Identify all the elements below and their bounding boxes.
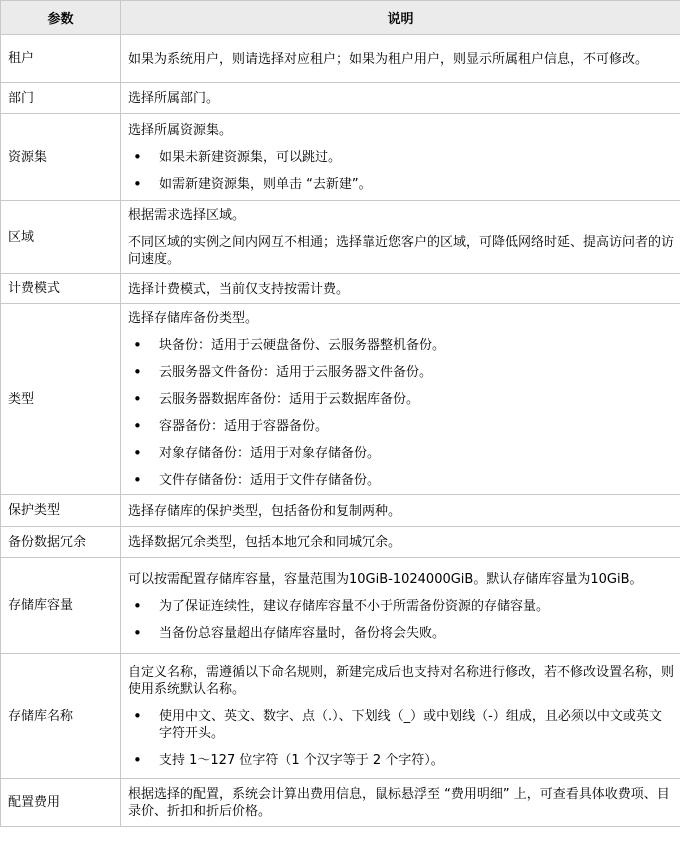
bullet-list bbox=[128, 337, 674, 489]
param-cell: 区域 bbox=[1, 201, 121, 274]
desc-paragraph: 选择所属部门。 bbox=[128, 91, 220, 106]
param-cell: 租户 bbox=[1, 35, 121, 83]
bullet-item: • 云服务器文件备份：适用于云服务器文件备份。 bbox=[128, 364, 674, 381]
bullet-list bbox=[128, 598, 674, 642]
desc-paragraph: 根据选择的配置，系统会计算出费用信息，鼠标悬浮至 “费用明细” 上，可查看具体收费项、目录价、折扣和折后价格。 bbox=[128, 787, 670, 819]
param-cell: 计费模式 bbox=[1, 274, 121, 304]
param-cell: 存储库容量 bbox=[1, 558, 121, 654]
table-body bbox=[1, 35, 680, 827]
desc-paragraph: 不同区域的实例之间内网互不相通；选择靠近您客户的区域，可降低网络时延、提高访问者的访问速度。 bbox=[128, 235, 675, 267]
desc-cell bbox=[121, 304, 680, 495]
header-row bbox=[1, 1, 680, 35]
bullet-item: • 块备份：适用于云硬盘备份、云服务器整机备份。 bbox=[128, 337, 674, 354]
desc-cell bbox=[121, 527, 680, 558]
table-row bbox=[1, 201, 680, 274]
table-row bbox=[1, 304, 680, 495]
desc-paragraph: 可以按需配置存储库容量，容量范围为10GiB-1024000GiB。默认存储库容量为10GiB。 bbox=[128, 571, 643, 587]
desc-cell bbox=[121, 274, 680, 304]
table-row bbox=[1, 527, 680, 558]
param-cell: 存储库名称 bbox=[1, 654, 121, 779]
desc-paragraph: 如果为系统用户，则请选择对应租户；如果为租户用户，则显示所属租户信息，不可修改。 bbox=[128, 51, 649, 67]
desc-paragraph: 根据需求选择区域。 bbox=[128, 208, 246, 223]
bullet-item: • 容器备份：适用于容器备份。 bbox=[128, 418, 674, 435]
desc-cell bbox=[121, 558, 680, 654]
bullet-item: • 当备份总容量超出存储库容量时，备份将会失败。 bbox=[128, 625, 674, 642]
table-row bbox=[1, 35, 680, 83]
desc-cell bbox=[121, 654, 680, 779]
desc-paragraph: 选择所属资源集。 bbox=[128, 123, 233, 138]
header-param: 参数 bbox=[1, 1, 121, 35]
param-cell: 备份数据冗余 bbox=[1, 527, 121, 558]
param-cell: 资源集 bbox=[1, 114, 121, 201]
bullet-list bbox=[128, 708, 674, 769]
bullet-item: • 如需新建资源集，则单击 “去新建”。 bbox=[128, 176, 674, 193]
desc-cell bbox=[121, 83, 680, 114]
desc-cell bbox=[121, 114, 680, 201]
param-cell: 保护类型 bbox=[1, 495, 121, 527]
bullet-item: • 对象存储备份：适用于对象存储备份。 bbox=[128, 445, 674, 462]
table-row bbox=[1, 495, 680, 527]
bullet-item: • 如果未新建资源集，可以跳过。 bbox=[128, 149, 674, 166]
desc-paragraph: 选择存储库的保护类型，包括备份和复制两种。 bbox=[128, 503, 402, 519]
table-row bbox=[1, 779, 680, 827]
param-cell: 类型 bbox=[1, 304, 121, 495]
table-row bbox=[1, 654, 680, 779]
desc-paragraph: 自定义名称，需遵循以下命名规则，新建完成后也支持对名称进行修改，若不修改设置名称，则使用系统默认名称。 bbox=[128, 665, 675, 697]
param-cell: 配置费用 bbox=[1, 779, 121, 827]
table-row bbox=[1, 558, 680, 654]
desc-cell bbox=[121, 495, 680, 527]
table-row bbox=[1, 114, 680, 201]
param-cell: 部门 bbox=[1, 83, 121, 114]
table-row bbox=[1, 274, 680, 304]
desc-cell bbox=[121, 35, 680, 83]
desc-cell bbox=[121, 779, 680, 827]
bullet-item: • 支持 1～127 位字符（1 个汉字等于 2 个字符）。 bbox=[128, 752, 674, 769]
bullet-item: • 使用中文、英文、数字、点（.）、下划线（_）或中划线（-）组成，且必须以中文或英文字符开头。 bbox=[128, 708, 674, 742]
header-desc: 说明 bbox=[121, 1, 680, 35]
bullet-item: • 云服务器数据库备份：适用于云数据库备份。 bbox=[128, 391, 674, 408]
desc-paragraph: 选择存储库备份类型。 bbox=[128, 311, 259, 326]
bullet-item: • 为了保证连续性，建议存储库容量不小于所需备份资源的存储容量。 bbox=[128, 598, 674, 615]
desc-cell bbox=[121, 201, 680, 274]
desc-paragraph: 选择数据冗余类型，包括本地冗余和同城冗余。 bbox=[128, 535, 402, 550]
bullet-item: • 文件存储备份：适用于文件存储备份。 bbox=[128, 472, 674, 489]
desc-paragraph: 选择计费模式，当前仅支持按需计费。 bbox=[128, 281, 350, 297]
table-row bbox=[1, 83, 680, 114]
bullet-list bbox=[128, 149, 674, 193]
